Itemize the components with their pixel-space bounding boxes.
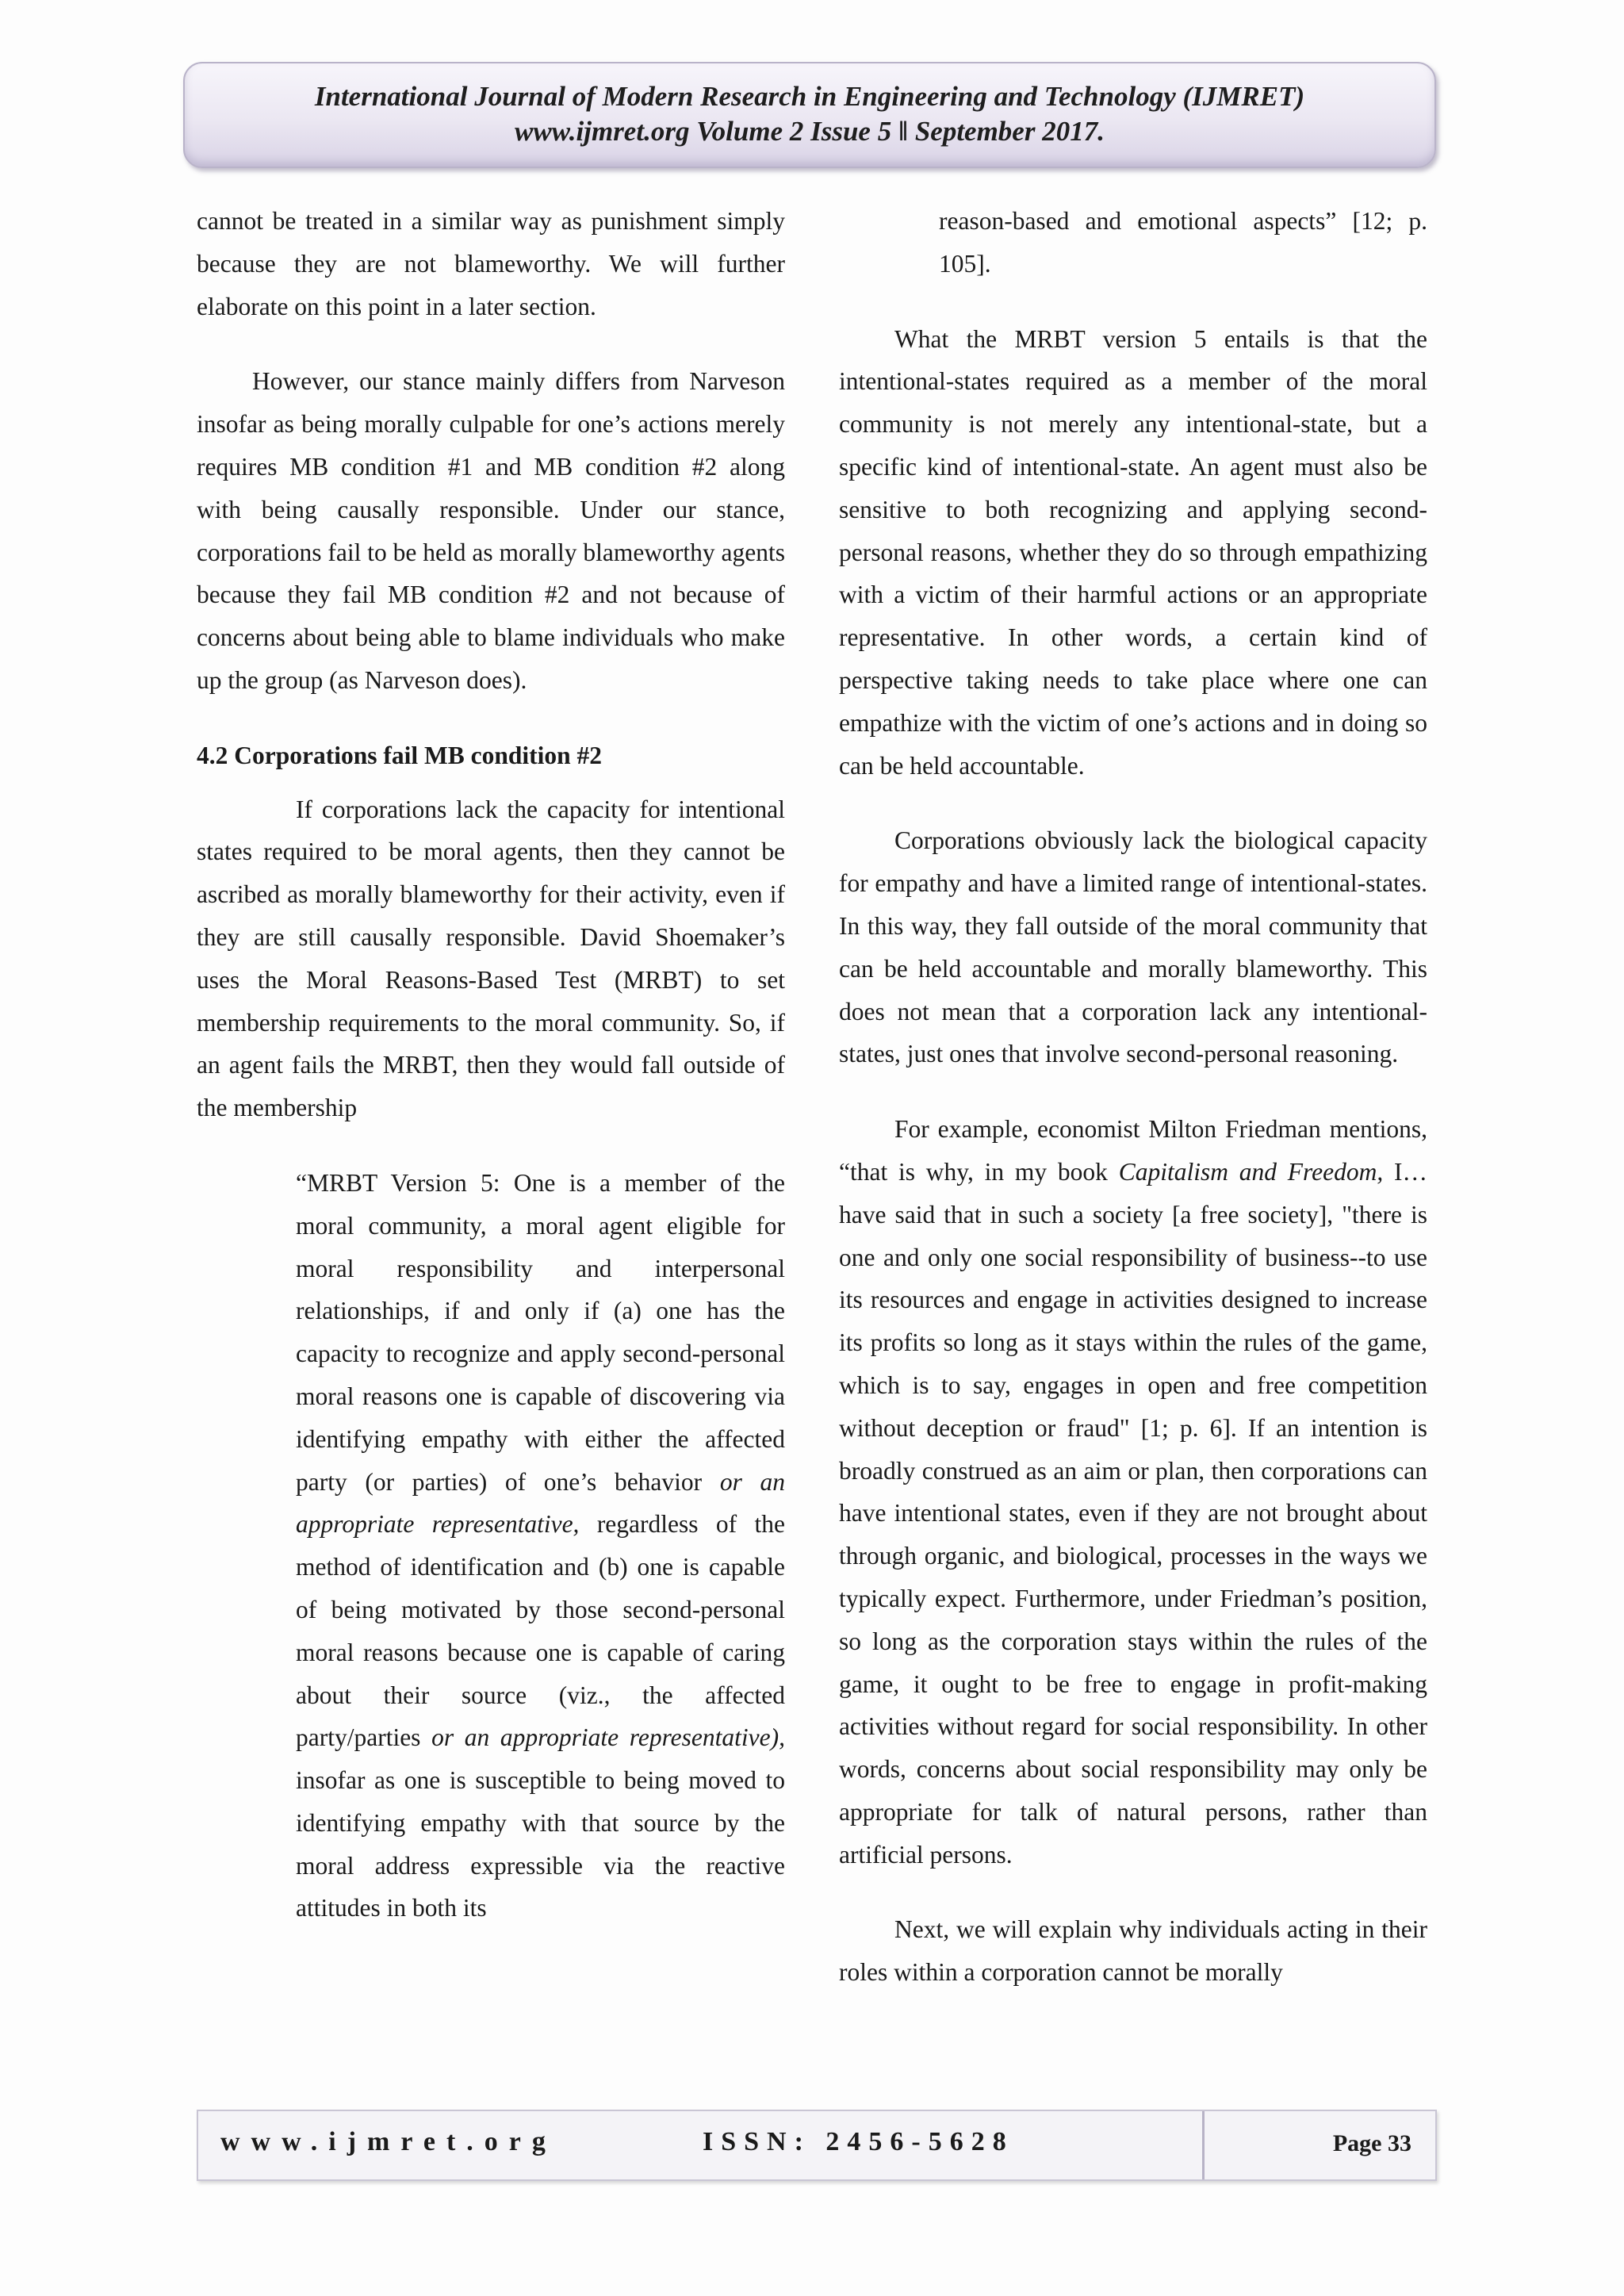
footer-website: www.ijmret.org: [220, 2127, 557, 2156]
right-column: [839, 200, 1427, 1994]
quote-italic: or an appropriate representative),: [431, 1723, 785, 1752]
page-footer: [197, 2110, 1437, 2181]
paragraph: Corporations obviously lack the biological capacity for empathy and have a limited range of intentional-states. In this way, they fall outside of the moral community that can be held accountable and morally blameworthy. This does not mean that a corporation lack any intentional-states, just ones that involve second-personal reasoning.: [839, 826, 1427, 1068]
journal-title: International Journal of Modern Research in Engineering and Technology (IJMRET): [314, 81, 1305, 112]
left-column: [197, 200, 785, 1930]
paragraph: However, our stance mainly differs from Narveson insofar as being morally culpable for one’s actions merely requires MB condition #1 and MB condition #2 along with being causally responsible. Under our stance, corporations fail to be held as morally blameworthy agents because they fail MB condition #2 and not because of concerns about being able to blame individuals who make up the group (as Narveson does).: [197, 367, 785, 694]
book-title: Capitalism and Freedom,: [1118, 1157, 1384, 1186]
quote-text: regardless of the method of identification and (b) one is capable of being motivated by those second-personal moral reasons because one is capable of caring about their source (viz., the affected party/parties: [296, 1510, 785, 1752]
journal-header: [183, 62, 1436, 168]
paragraph-text: I… have said that in such a society [a free society], "there is one and only one social responsibility of business--to use its resources and engage in activities designed to increase its profits so long as it stays within the rules of the game, which is to say, engages in open and free competition without deception or fraud" [1; p. 6]. If an intention is broadly construed as an aim or plan, then corporations can have intentional states, even if they are not brought about through organic, and biological, processes in the ways we typically expect. Furthermore, under Friedman’s position, so long as the corporation stays within the rules of the game, it ought to be free to engage in profit-making activities without regard for social responsibility. In other words, concerns about social responsibility may only be appropriate for talk of natural persons, rather than artificial persons.: [839, 1157, 1427, 1869]
footer-issn: ISSN: 2456-5628: [703, 2127, 1014, 2156]
paragraph: cannot be treated in a similar way as punishment simply because they are not blameworthy. We will further elaborate on this point in a later section.: [197, 207, 785, 320]
section-heading: 4.2 Corporations fail MB condition #2: [197, 741, 603, 769]
quote-text: insofar as one is susceptible to being moved to identifying empathy with that source by the moral address expressible via the reactive attitudes in both its: [296, 1766, 785, 1922]
paragraph: If corporations lack the capacity for intentional states required to be moral agents, then they cannot be ascribed as morally blameworthy for their activity, even if they are still causally responsible. David Shoemaker’s uses the Moral Reasons-Based Test (MRBT) to set membership requirements to the moral community. So, if an agent fails the MRBT, then they would fall outside of the membership: [197, 795, 785, 1122]
paragraph: What the MRBT version 5 entails is that the intentional-states required as a member of the moral community is not merely any intentional-state, but a specific kind of intentional-state. An agent must also be sensitive to both recognizing and applying second-personal reasons, whether they do so through empathizing with a victim of their harmful actions or an appropriate representative. In other words, a certain kind of perspective taking needs to take place where one can empathize with the victim of one’s actions and in doing so can be held accountable.: [839, 324, 1427, 780]
quote-text: “MRBT Version 5: One is a member of the moral community, a moral agent eligible for moral responsibility and interpersonal relationships, if and only if (a) one has the capacity to recognize and apply second-personal moral reasons one is capable of discovering via identifying empathy with either the affected party (or parties) of one’s behavior: [296, 1168, 785, 1496]
footer-left-box: [198, 2111, 1205, 2179]
page-number: Page 33: [1332, 2130, 1411, 2156]
paragraph: Next, we will explain why individuals acting in their roles within a corporation cannot be morally: [839, 1915, 1427, 1987]
block-quote: [296, 1162, 785, 1930]
journal-issue-info: www.ijmret.org Volume 2 Issue 5 ‖ September 2017.: [515, 116, 1105, 147]
quote-italic: or an appropriate representative,: [296, 1467, 785, 1539]
paragraph-text: For example, economist Milton Friedman mentions, “that is why, in my book: [839, 1115, 1427, 1186]
paragraph: [839, 1108, 1427, 1876]
block-quote-end: reason-based and emotional aspects” [12; p. 105].: [939, 207, 1427, 278]
